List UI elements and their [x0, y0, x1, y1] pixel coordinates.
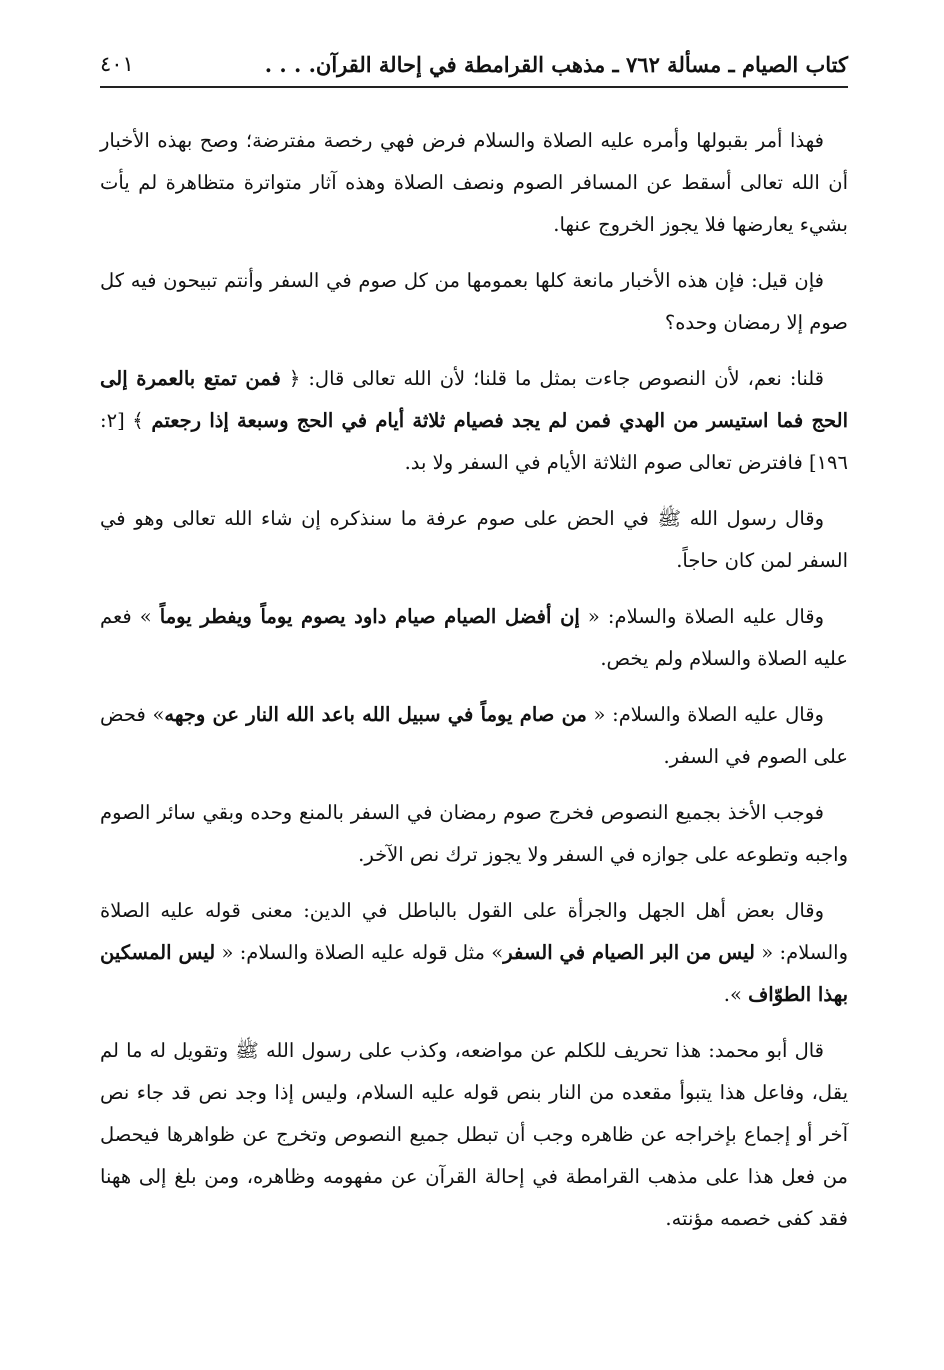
text-run: فوجب الأخذ بجميع النصوص فخرج صوم رمضان في السفر بالمنع وحده وبقي سائر الصوم واجبه وتطوعه على جوازه في السفر ولا يجوز ترك نص الآخر. — [100, 801, 848, 866]
text-run: ». — [723, 983, 749, 1006]
paragraph — [100, 890, 848, 1016]
paragraph — [100, 120, 848, 246]
paragraph — [100, 358, 848, 484]
text-run: فهذا أمر بقبولها وأمره عليه الصلاة والسلام فرض فهي رخصة مفترضة؛ وصح بهذه الأخبار أن الله تعالى أسقط عن المسافر الصوم ونصف الصلاة وهذه آثار متواترة متظاهرة لم يأت بشيء يعارضها فلا يجوز الخروج عنها. — [100, 129, 848, 236]
text-run: وقال بعض أهل الجهل والجرأة على القول بالباطل في الدين: معنى قوله عليه الصلاة والسلام: « — [100, 899, 848, 964]
text-run: » مثل قوله عليه الصلاة والسلام: « — [215, 941, 504, 964]
text-run: ﴾ [٢: ١٩٦] فافترض تعالى صوم الثلاثة الأيام في السفر ولا بد. — [100, 409, 848, 474]
page-number: ٤٠١ — [100, 52, 134, 76]
text-run: فإن قيل: فإن هذه الأخبار مانعة كلها بعمومها من كل صوم في السفر وأنتم تبيحون فيه كل صوم إلا رمضان وحده؟ — [100, 269, 848, 334]
text-run: وقال عليه الصلاة والسلام: « — [579, 605, 825, 628]
text-run: وقال رسول الله ﷺ في الحض على صوم عرفة ما سنذكره إن شاء الله تعالى وهو في السفر لمن كان حاجاً. — [100, 507, 848, 572]
paragraph — [100, 596, 848, 680]
text-run: قال أبو محمد: هذا تحريف للكلم عن مواضعه، وكذب على رسول الله ﷺ وتقويل له ما لم يقل، وفاعل هذا يتبوأ مقعده من النار بنص قوله عليه السلام، وليس إذا وجد نص قد جاء نص آخر أو إجماع بإخراجه عن ظاهره وجب أن تبطل جميع النصوص وتخرج عن ظواهرها فيحصل من فعل هذا على مذهب القرامطة في إحالة القرآن عن مفهومه وظاهره، ومن بلغ إلى ههنا فقد كفى خصمه مؤنته. — [100, 1039, 848, 1230]
paragraph — [100, 694, 848, 778]
text-run: » فعم عليه الصلاة والسلام ولم يخص. — [100, 605, 848, 670]
paragraph — [100, 792, 848, 876]
paragraph — [100, 1030, 848, 1240]
page-header — [100, 42, 848, 88]
running-title: كتاب الصيام ـ مسألة ٧٦٢ ـ مذهب القرامطة في إحالة القرآن. . . . — [264, 51, 848, 77]
quoted-text: إن أفضل الصيام صيام داود يصوم يوماً ويفطر يوماً — [159, 605, 580, 628]
text-run: وقال عليه الصلاة والسلام: « — [586, 703, 824, 726]
quoted-text: فمن تمتع بالعمرة إلى الحج فما استيسر من الهدي فمن لم يجد فصيام ثلاثة أيام في الحج وسبعة إذا رجعتم — [100, 367, 848, 432]
paragraph — [100, 498, 848, 582]
page-body — [100, 120, 848, 1254]
paragraph — [100, 260, 848, 344]
quoted-text: من صام يوماً في سبيل الله باعد الله النار عن وجهه — [164, 703, 587, 726]
text-run: » فحض على الصوم في السفر. — [100, 703, 848, 768]
quoted-text: ليس من البر الصيام في السفر — [503, 941, 755, 964]
quoted-text: ليس المسكين بهذا الطوّاف — [100, 941, 848, 1006]
text-run: قلنا: نعم، لأن النصوص جاءت بمثل ما قلنا؛ لأن الله تعالى قال: ﴿ — [280, 367, 824, 390]
